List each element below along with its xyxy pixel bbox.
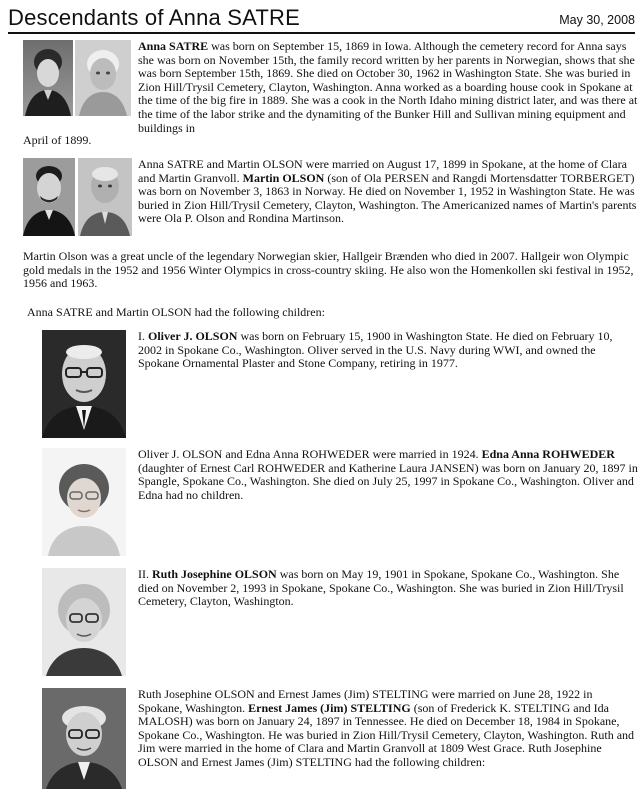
- paragraph-children-intro: [27, 306, 627, 320]
- page-date: May 30, 2008: [559, 13, 635, 27]
- text-run: I.: [138, 329, 148, 343]
- text-run: was born on May 19, 1901 in Spokane, Spokane Co., Washington. She died on November 2, 1993 in Spokane, Spokane Co., Washington. She was buried in Zion Hill/Trysil Cemetery, Clayton, Washington.: [138, 567, 624, 609]
- portrait-oliver-olson: [42, 330, 126, 438]
- bold-name: Ruth Josephine OLSON: [152, 567, 277, 581]
- paragraph-oliver-olson: [138, 330, 638, 371]
- bold-name: Edna Anna ROHWEDER: [481, 447, 615, 461]
- portrait-ruth-olson: [42, 568, 126, 676]
- page-header: [8, 4, 635, 34]
- text-run: (son of Ola PERSEN and Rangdi Mortensdatter TORBERGET) was born on November 3, 1863 in Norway. He died on November 1, 1952 in Washington State. He was buried in Zion Hill/Trysil Cemetery, Clayton, Washington. The Americanized names of Martin's parents were Ola P. Olson and Rondina Martinson.: [138, 170, 637, 226]
- paragraph-marriage-martin-olson: [138, 158, 638, 226]
- portrait-anna-young: [23, 40, 73, 116]
- text-run: (son of Frederick K. STELTING and Ida MALOSH) was born on January 24, 1897 in Tennessee. He died on December 18, 1984 in Spokane, Spokane Co., Washington. He was buried in Zion Hill/Trysil Cemetery, Clayton, Washington. Ruth and Jim were married in the home of Clara and Martin Granvoll at 1809 West Grace. Ruth Josephine OLSON and Ernest James (Jim) STELTING had the following children:: [138, 700, 635, 769]
- bold-name: Martin OLSON: [242, 170, 325, 185]
- portrait-anna-elderly: [75, 40, 131, 116]
- text-run: II.: [138, 567, 152, 581]
- bold-name: Ernest James (Jim) STELTING: [248, 700, 411, 715]
- bold-name: Oliver J. OLSON: [148, 329, 238, 343]
- page-title: Descendants of Anna SATRE: [8, 5, 300, 30]
- text-run: (daughter of Ernest Carl ROHWEDER and Katherine Laura JANSEN) was born on January 20, 1897 in Spangle, Spokane Co., Washington. She died on July 25, 1997 in Spokane Co., Washington. Oliver and Edna had no children.: [138, 460, 638, 502]
- portrait-martin-elderly: [78, 158, 132, 236]
- text-run: Anna SATRE and Martin OLSON had the following children:: [27, 305, 325, 319]
- portrait-martin-young: [23, 158, 75, 236]
- portrait-edna-rohweder: [42, 448, 126, 556]
- text-run: was born on February 15, 1900 in Washington State. He died on February 10, 2002 in Spokane Co., Washington. Oliver served in the U.S. Navy during WWI, and owned the Spokane Ornamental Plaster and Stone Company, retiring in 1977.: [138, 329, 613, 371]
- text-run: was born on September 15, 1869 in Iowa. Although the cemetery record for Anna says she was born on November 15th, the family record written by her parents in Norwegian, shows that she was born September 15th, 1869. She died on October 30, 1962 in Washington State. She was buried in Zion Hill/Trysil Cemetery, Clayton, Washington. Anna worked as a boarding house cook in Spokane at the time of the big fire in 1889. She was a cook in the North Idaho mining district later, and was there at the time of the labor strike and the dynamiting of the Bunker Hill and Sullivan mining equipment and buildings in: [138, 39, 638, 135]
- text-run: Anna SATRE and Martin OLSON were married on August 17, 1899 in Spokane, at the home of Clara and Martin Granvoll.: [138, 157, 627, 185]
- paragraph-anna-satre-continued: [23, 134, 623, 148]
- bold-name: Anna SATRE: [138, 39, 209, 53]
- paragraph-ruth-olson: [138, 568, 638, 609]
- paragraph-hallgeir-braenden: [23, 250, 635, 291]
- paragraph-edna-rohweder: [138, 448, 638, 502]
- text-run: Oliver J. OLSON and Edna Anna ROHWEDER were married in 1924.: [138, 447, 482, 461]
- text-run: Martin Olson was a great uncle of the legendary Norwegian skier, Hallgeir Brænden who died in 2007. Hallgeir won Olympic gold medals in the 1952 and 1956 Winter Olympics in cross-country skiing. He also won the Homenkollen ski festival in 1952, 1956 and 1963.: [23, 249, 634, 291]
- text-run: Ruth Josephine OLSON and Ernest James (Jim) STELTING were married on June 28, 1922 in Spokane, Washington.: [138, 687, 593, 715]
- portrait-ernest-stelting: [42, 688, 126, 789]
- paragraph-ernest-stelting: [138, 688, 638, 770]
- paragraph-anna-satre: [138, 40, 638, 135]
- text-run: April of 1899.: [23, 133, 92, 147]
